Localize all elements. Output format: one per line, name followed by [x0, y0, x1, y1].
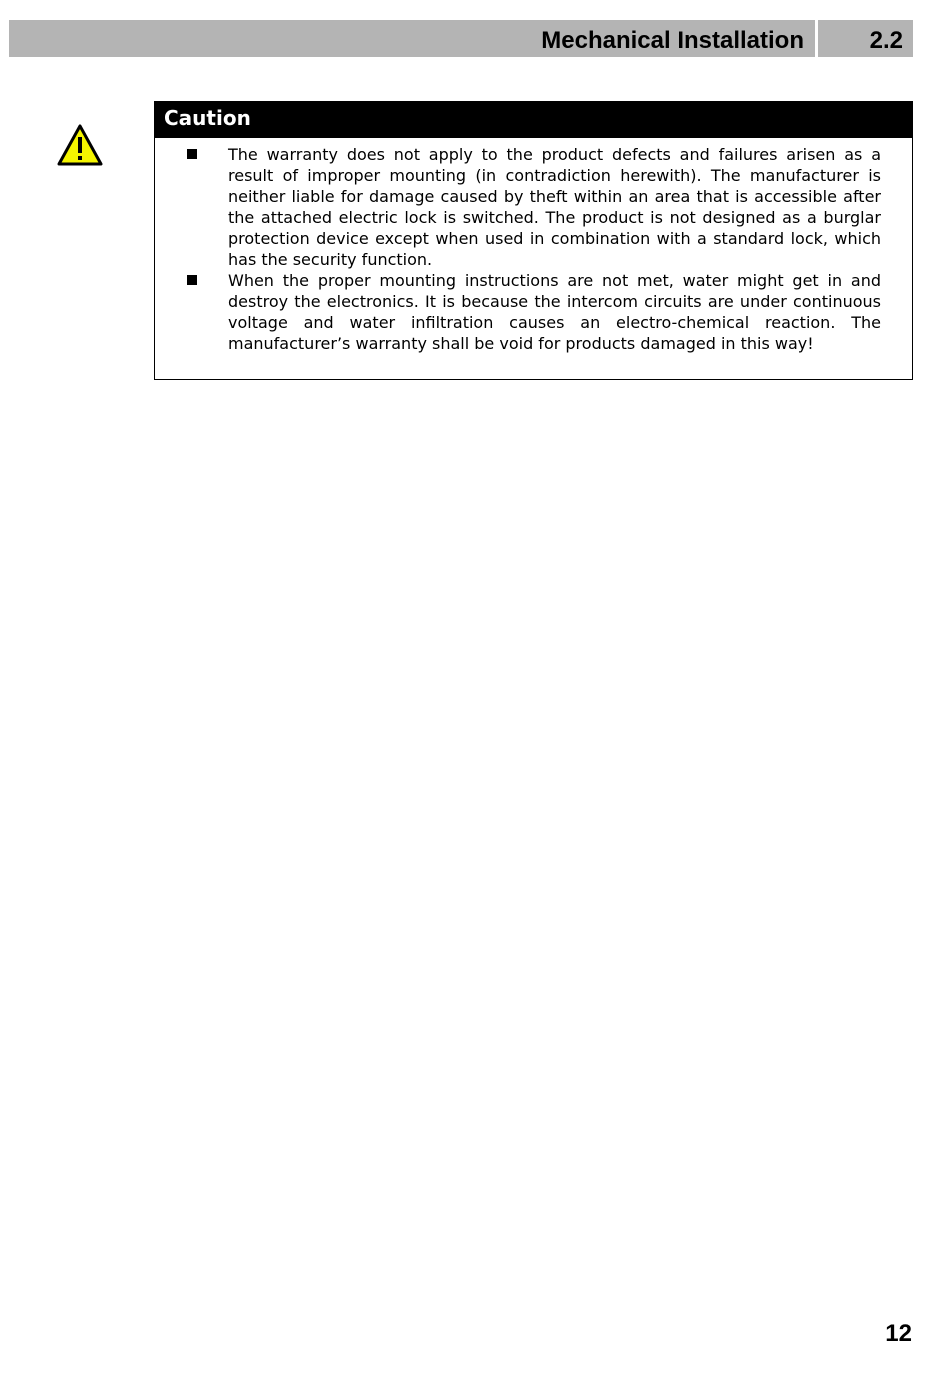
page-number: 12: [885, 1320, 912, 1347]
list-item: [155, 144, 912, 270]
warning-triangle-icon: [57, 124, 103, 166]
caution-box: [154, 101, 913, 380]
section-title: Mechanical Installation: [541, 27, 804, 54]
square-bullet-icon: [187, 275, 197, 285]
caution-text: The warranty does not apply to the product defects and failures arisen as a result of improper mounting (in contradiction herewith). The manufacturer is neither liable for damage caused by theft within an area that is accessible after the attached electric lock is switched. The product is not designed as a burglar protection device except when used in combination with a standard lock, which has the security function.: [228, 145, 881, 269]
list-item: [155, 270, 912, 354]
caution-list: [155, 138, 912, 354]
caution-text: When the proper mounting instructions are not met, water might get in and destroy the electronics. It is because the intercom circuits are under continuous voltage and water infiltration causes an electro-chemical reaction. The manufacturer’s warranty shall be void for products damaged in this way!: [228, 271, 881, 353]
section-number: 2.2: [869, 27, 903, 54]
page-header: [9, 20, 913, 57]
square-bullet-icon: [187, 149, 197, 159]
header-divider: [815, 20, 818, 57]
caution-heading: Caution: [155, 102, 912, 138]
